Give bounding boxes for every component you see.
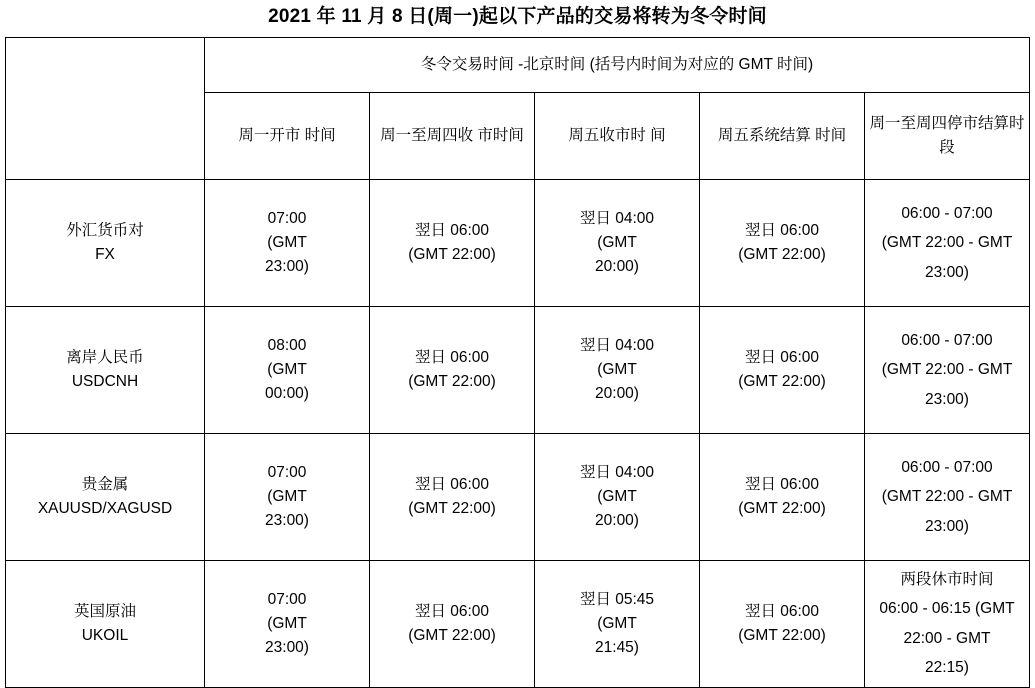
page-title: 2021 年 11 月 8 日(周一)起以下产品的交易将转为冬令时间 [268, 6, 767, 27]
table-row [6, 433, 1030, 560]
cell-mon-thu-close: 翌日 06:00 (GMT 22:00) [370, 179, 535, 306]
table-row [6, 560, 1030, 687]
cell-break-settlement: 06:00 - 07:00 (GMT 22:00 - GMT 23:00) [865, 179, 1030, 306]
table-row [6, 179, 1030, 306]
table-row [6, 306, 1030, 433]
cell-mon-thu-close: 翌日 06:00 (GMT 22:00) [370, 560, 535, 687]
cell-mon-thu-close: 翌日 06:00 (GMT 22:00) [370, 306, 535, 433]
cell-mon-thu-close: 翌日 06:00 (GMT 22:00) [370, 433, 535, 560]
column-header-break-settlement: 周一至周四停市结算时段 [865, 92, 1030, 179]
table-corner-cell [6, 37, 205, 179]
table-header-span-row [6, 37, 1030, 92]
cell-fri-close: 翌日 04:00 (GMT 20:00) [535, 306, 700, 433]
product-name-cell: 贵金属 XAUUSD/XAGUSD [6, 433, 205, 560]
product-name-cell: 英国原油 UKOIL [6, 560, 205, 687]
product-name-cell: 外汇货币对 FX [6, 179, 205, 306]
cell-fri-settlement: 翌日 06:00 (GMT 22:00) [700, 306, 865, 433]
column-header-fri-settlement: 周五系统结算 时间 [700, 92, 865, 179]
cell-mon-open: 07:00 (GMT 23:00) [205, 179, 370, 306]
cell-fri-close: 翌日 04:00 (GMT 20:00) [535, 433, 700, 560]
cell-break-settlement: 06:00 - 07:00 (GMT 22:00 - GMT 23:00) [865, 306, 1030, 433]
product-name-cell: 离岸人民币 USDCNH [6, 306, 205, 433]
cell-fri-settlement: 翌日 06:00 (GMT 22:00) [700, 179, 865, 306]
cell-fri-settlement: 翌日 06:00 (GMT 22:00) [700, 560, 865, 687]
column-header-fri-close: 周五收市时 间 [535, 92, 700, 179]
cell-fri-close: 翌日 04:00 (GMT 20:00) [535, 179, 700, 306]
table-span-header: 冬令交易时间 -北京时间 (括号内时间为对应的 GMT 时间) [205, 37, 1030, 92]
winter-trading-hours-table [5, 37, 1030, 688]
cell-mon-open: 07:00 (GMT 23:00) [205, 433, 370, 560]
cell-mon-open: 08:00 (GMT 00:00) [205, 306, 370, 433]
cell-break-settlement: 两段休市时间 06:00 - 06:15 (GMT 22:00 - GMT 22:15) [865, 560, 1030, 687]
cell-fri-settlement: 翌日 06:00 (GMT 22:00) [700, 433, 865, 560]
column-header-mon-thu-close: 周一至周四收 市时间 [370, 92, 535, 179]
cell-break-settlement: 06:00 - 07:00 (GMT 22:00 - GMT 23:00) [865, 433, 1030, 560]
column-header-mon-open: 周一开市 时间 [205, 92, 370, 179]
cell-mon-open: 07:00 (GMT 23:00) [205, 560, 370, 687]
cell-fri-close: 翌日 05:45 (GMT 21:45) [535, 560, 700, 687]
